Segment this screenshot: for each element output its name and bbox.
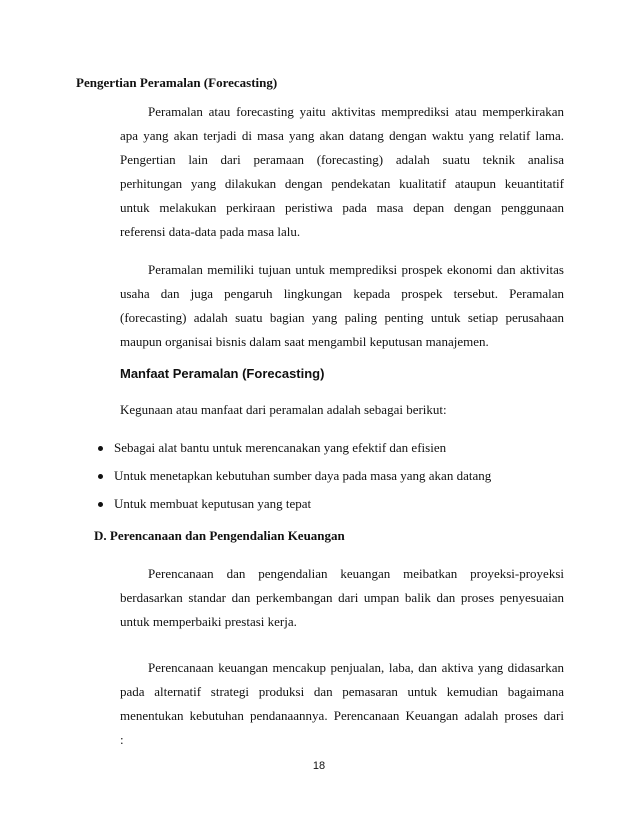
text-line: apa yang akan terjadi di masa yang akan datang dengan waktu yang relatif lama. bbox=[120, 128, 564, 143]
section-heading-financial-planning: D. Perencanaan dan Pengendalian Keuangan bbox=[94, 528, 345, 543]
list-item-text: Untuk membuat keputusan yang tepat bbox=[114, 496, 312, 511]
text-line: Peramalan memiliki tujuan untuk memprediksi prospek ekonomi dan aktivitas bbox=[148, 262, 564, 277]
text-line: menentukan kebutuhan pendanaannya. Perencanaan Keuangan adalah proses dari bbox=[120, 708, 564, 723]
list-item bbox=[96, 492, 491, 520]
bullet-icon bbox=[98, 474, 103, 479]
text-line: pada alternatif strategi produksi dan pemasaran untuk kemudian bagaimana bbox=[120, 684, 564, 699]
paragraph-financial-planning bbox=[120, 562, 564, 634]
page-number: 18 bbox=[312, 760, 326, 772]
text-line: Perencanaan dan pengendalian keuangan meibatkan proyeksi-proyeksi bbox=[148, 566, 564, 581]
text-line: Perencanaan keuangan mencakup penjualan, laba, dan aktiva yang didasarkan bbox=[148, 660, 564, 675]
section-heading-benefits: Manfaat Peramalan (Forecasting) bbox=[120, 366, 325, 381]
section-heading-forecasting: Pengertian Peramalan (Forecasting) bbox=[76, 75, 278, 90]
list-item-text: Sebagai alat bantu untuk merencanakan yang efektif dan efisien bbox=[114, 440, 447, 455]
text-line: (forecasting) adalah suatu bagian yang paling penting untuk setiap perusahaan bbox=[120, 310, 564, 325]
text-line: untuk melakukan perkiraan peristiwa pada masa depan dengan penggunaan bbox=[120, 200, 564, 215]
list-item bbox=[96, 436, 491, 464]
text-line: maupun organisai bisnis dalam saat mengambil keputusan manajemen. bbox=[120, 334, 489, 349]
paragraph-forecasting-purpose bbox=[120, 258, 564, 354]
list-item bbox=[96, 464, 491, 492]
bullet-icon bbox=[98, 502, 103, 507]
text-line: referensi data-data pada masa lalu. bbox=[120, 224, 301, 239]
text-line: berdasarkan standar dan perkembangan dari umpan balik dan proses penyesuaian bbox=[120, 590, 564, 605]
paragraph-forecasting-definition bbox=[120, 100, 564, 244]
text-line: Pengertian lain dari peramaan (forecasting) adalah suatu teknik analisa bbox=[120, 152, 564, 167]
text-line: usaha dan juga pengaruh lingkungan kepada prospek tersebut. Peramalan bbox=[120, 286, 564, 301]
list-item-text: Untuk menetapkan kebutuhan sumber daya pada masa yang akan datang bbox=[114, 468, 492, 483]
text-line: : bbox=[120, 732, 124, 747]
benefits-list bbox=[96, 436, 491, 520]
text-line: perhitungan yang dilakukan dengan pendekatan kualitatif ataupun keuantitatif bbox=[120, 176, 564, 191]
paragraph-financial-planning-scope bbox=[120, 656, 564, 752]
benefits-intro: Kegunaan atau manfaat dari peramalan adalah sebagai berikut: bbox=[120, 402, 447, 417]
text-line: Peramalan atau forecasting yaitu aktivitas memprediksi atau memperkirakan bbox=[148, 104, 564, 119]
bullet-icon bbox=[98, 446, 103, 451]
text-line: untuk memperbaiki prestasi kerja. bbox=[120, 614, 297, 629]
